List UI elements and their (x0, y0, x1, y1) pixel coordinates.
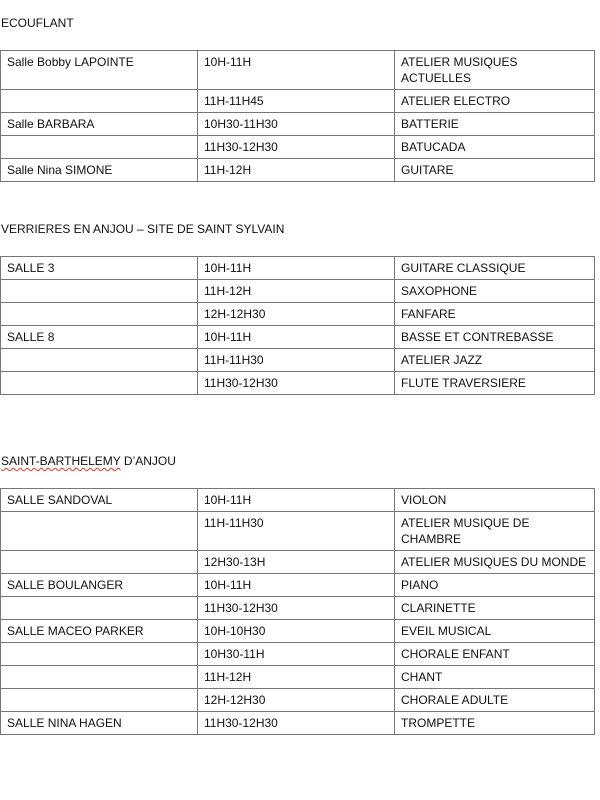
table-row (1, 712, 595, 735)
activity-cell: EVEIL MUSICAL (395, 620, 595, 643)
room-cell: SALLE SANDOVAL (1, 489, 198, 512)
schedule-table-ecouflant (0, 50, 595, 182)
room-cell (1, 303, 198, 326)
activity-cell: CHORALE ENFANT (395, 643, 595, 666)
table-row (1, 512, 595, 551)
spellcheck-underlined-word: SAINT-BARTHELEMY (1, 454, 121, 468)
room-cell: Salle Bobby LAPOINTE (1, 51, 198, 90)
room-cell (1, 597, 198, 620)
activity-cell: SAXOPHONE (395, 280, 595, 303)
section-title-saint-barthelemy (1, 454, 176, 468)
time-cell: 12H-12H30 (198, 689, 395, 712)
room-cell (1, 280, 198, 303)
room-cell: SALLE NINA HAGEN (1, 712, 198, 735)
activity-cell: FLUTE TRAVERSIERE (395, 372, 595, 395)
activity-cell: TROMPETTE (395, 712, 595, 735)
room-cell (1, 349, 198, 372)
time-cell: 10H30-11H30 (198, 113, 395, 136)
room-cell (1, 643, 198, 666)
time-cell: 11H-11H30 (198, 512, 395, 551)
table-row (1, 689, 595, 712)
section-title-ecouflant: ECOUFLANT (1, 16, 74, 30)
time-cell: 11H-11H30 (198, 349, 395, 372)
table-row (1, 666, 595, 689)
table-row (1, 620, 595, 643)
room-cell: Salle Nina SIMONE (1, 159, 198, 182)
table-row (1, 257, 595, 280)
time-cell: 10H-11H (198, 257, 395, 280)
table-row (1, 113, 595, 136)
room-cell (1, 136, 198, 159)
table-row (1, 280, 595, 303)
activity-cell: BATUCADA (395, 136, 595, 159)
activity-cell: ATELIER MUSIQUES ACTUELLES (395, 51, 595, 90)
room-cell: SALLE MACEO PARKER (1, 620, 198, 643)
time-cell: 10H-11H (198, 574, 395, 597)
room-cell (1, 372, 198, 395)
table-row (1, 489, 595, 512)
time-cell: 11H-11H45 (198, 90, 395, 113)
table-row (1, 643, 595, 666)
table-row (1, 90, 595, 113)
time-cell: 11H30-12H30 (198, 136, 395, 159)
table-row (1, 574, 595, 597)
time-cell: 10H-11H (198, 326, 395, 349)
table-row (1, 51, 595, 90)
activity-cell: BASSE ET CONTREBASSE (395, 326, 595, 349)
activity-cell: PIANO (395, 574, 595, 597)
room-cell (1, 689, 198, 712)
room-cell: Salle BARBARA (1, 113, 198, 136)
activity-cell: VIOLON (395, 489, 595, 512)
activity-cell: ATELIER JAZZ (395, 349, 595, 372)
time-cell: 12H-12H30 (198, 303, 395, 326)
activity-cell: ATELIER ELECTRO (395, 90, 595, 113)
activity-cell: BATTERIE (395, 113, 595, 136)
room-cell (1, 551, 198, 574)
activity-cell: ATELIER MUSIQUE DE CHAMBRE (395, 512, 595, 551)
activity-cell: CLARINETTE (395, 597, 595, 620)
time-cell: 10H-11H (198, 51, 395, 90)
table-row (1, 136, 595, 159)
time-cell: 10H30-11H (198, 643, 395, 666)
activity-cell: FANFARE (395, 303, 595, 326)
time-cell: 11H30-12H30 (198, 372, 395, 395)
time-cell: 11H-12H (198, 159, 395, 182)
table-row (1, 303, 595, 326)
section-title-verrieres: VERRIERES EN ANJOU – SITE DE SAINT SYLVAIN (1, 222, 285, 236)
time-cell: 12H30-13H (198, 551, 395, 574)
table-row (1, 326, 595, 349)
table-row (1, 597, 595, 620)
schedule-table-saint-barthelemy (0, 488, 595, 735)
activity-cell: CHANT (395, 666, 595, 689)
schedule-table-verrieres (0, 256, 595, 395)
activity-cell: GUITARE (395, 159, 595, 182)
time-cell: 10H-10H30 (198, 620, 395, 643)
table-row (1, 349, 595, 372)
time-cell: 11H-12H (198, 666, 395, 689)
activity-cell: ATELIER MUSIQUES DU MONDE (395, 551, 595, 574)
time-cell: 10H-11H (198, 489, 395, 512)
section-title-suffix: D’ANJOU (120, 454, 176, 468)
table-row (1, 372, 595, 395)
room-cell (1, 90, 198, 113)
room-cell: SALLE BOULANGER (1, 574, 198, 597)
room-cell (1, 512, 198, 551)
time-cell: 11H-12H (198, 280, 395, 303)
room-cell: SALLE 8 (1, 326, 198, 349)
table-row (1, 551, 595, 574)
time-cell: 11H30-12H30 (198, 712, 395, 735)
activity-cell: GUITARE CLASSIQUE (395, 257, 595, 280)
table-row (1, 159, 595, 182)
room-cell (1, 666, 198, 689)
activity-cell: CHORALE ADULTE (395, 689, 595, 712)
room-cell: SALLE 3 (1, 257, 198, 280)
time-cell: 11H30-12H30 (198, 597, 395, 620)
